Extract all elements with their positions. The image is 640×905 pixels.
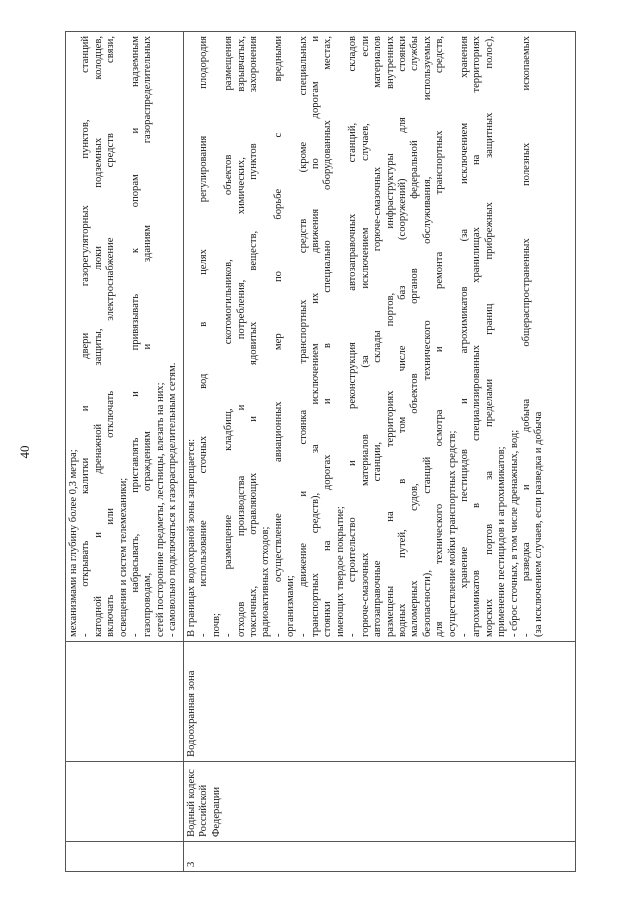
requirements-cell [184,32,576,642]
zone-cell: Водоохранная зона [184,642,576,762]
basis-cell [66,762,184,842]
requirement-line: имеющих твердое покрытие; [334,506,346,637]
requirement-line: - хранение пестицидов и агрохимикатов (за исключением хранения [458,36,470,637]
requirement-line: организмами; [285,575,297,637]
requirement-line: безопасности), станций технического обслуживания, используемых [421,36,433,637]
requirement-line: токсичных, отравляющих и ядовитых веществ, пунктов захоронения [248,36,260,637]
requirement-line: осуществление мойки транспортных средств; [446,430,458,637]
requirement-line: маломерных судов, объектов органов федеральной службы [409,36,421,637]
requirement-line: включать или отключать электроснабжение средств связи, [105,36,117,637]
requirement-line: сетей посторонние предметы, лестницы, влезать на них; [154,382,166,637]
requirement-line: - использование сточных вод в целях регулирования плодородия [198,36,210,637]
requirement-line: радиоактивных отходов; [260,526,272,637]
requirement-line: стоянки на дорогах и в специально оборудованных местах, [322,36,334,637]
requirement-line: отходов производства и потребления, химических, взрывчатых, [235,36,247,637]
requirement-line: (за исключением случаев, если разведка и добыча [533,411,545,637]
basis-cell: Водный кодекс Российской Федерации [184,762,576,842]
requirement-line: газопроводам, ограждениям и зданиям газораспределительных [142,36,154,637]
requirement-line: агрохимикатов в специализированных хранилищах на территориях [471,36,483,637]
table-row [66,32,184,872]
table-row [184,32,576,872]
requirement-line: - набрасывать, приставлять и привязывать к опорам и надземным [130,36,142,637]
requirement-line: - осуществление авиационных мер по борьбе с вредными [272,36,284,637]
requirement-line: - строительство и реконструкция автозаправочных станций, складов [347,36,359,637]
requirement-line: освещения и систем телемеханики; [117,477,129,637]
requirement-line: - сброс сточных, в том числе дренажных, вод; [508,429,520,637]
requirement-line: - открывать калитки и двери газорегуляторных пунктов, станций [80,36,92,637]
requirement-line: - размещение кладбищ, скотомогильников, объектов размещения [223,36,235,637]
requirement-line: применение пестицидов и агрохимикатов; [496,446,508,637]
requirement-line: В границах водоохраной зоны запрещается: [186,438,197,637]
row-number-cell [66,842,184,872]
requirement-line: транспортных средств), за исключением их движения по дорогам и [310,36,322,637]
page-number: 40 [17,445,32,459]
zone-cell [66,642,184,762]
requirement-line: для технического осмотра и ремонта транспортных средств, [434,36,446,637]
restrictions-table [65,31,576,872]
row-number-cell: 3 [184,842,576,872]
rotated-content [17,32,575,872]
requirement-line: механизмами на глубину более 0,3 метра; [68,449,79,637]
requirement-line: - движение и стоянка транспортных средств (кроме специальных [297,36,309,637]
requirement-line: автозаправочные станции, склады горюче-смазочных материалов [372,36,384,637]
requirement-line: морских портов за пределами границ прибрежных защитных полос), [483,36,495,637]
requirement-line: водных путей, в том числе баз (сооружений) для стоянки [396,36,408,637]
requirement-line: - самовольно подключаться к газораспределительным сетям. [167,362,179,637]
requirement-line: горюче-смазочных материалов (за исключением случаев, если [359,36,371,637]
requirement-line: размещены на территориях портов, инфраструктуры внутренних [384,36,396,637]
requirement-line: катодной и дренажной защиты, люки подземных колодцев, [92,36,104,637]
requirement-line: - разведка и добыча общераспространенных полезных ископаемых [520,36,532,637]
requirements-cell [66,32,184,642]
requirement-line: почв; [210,613,222,637]
